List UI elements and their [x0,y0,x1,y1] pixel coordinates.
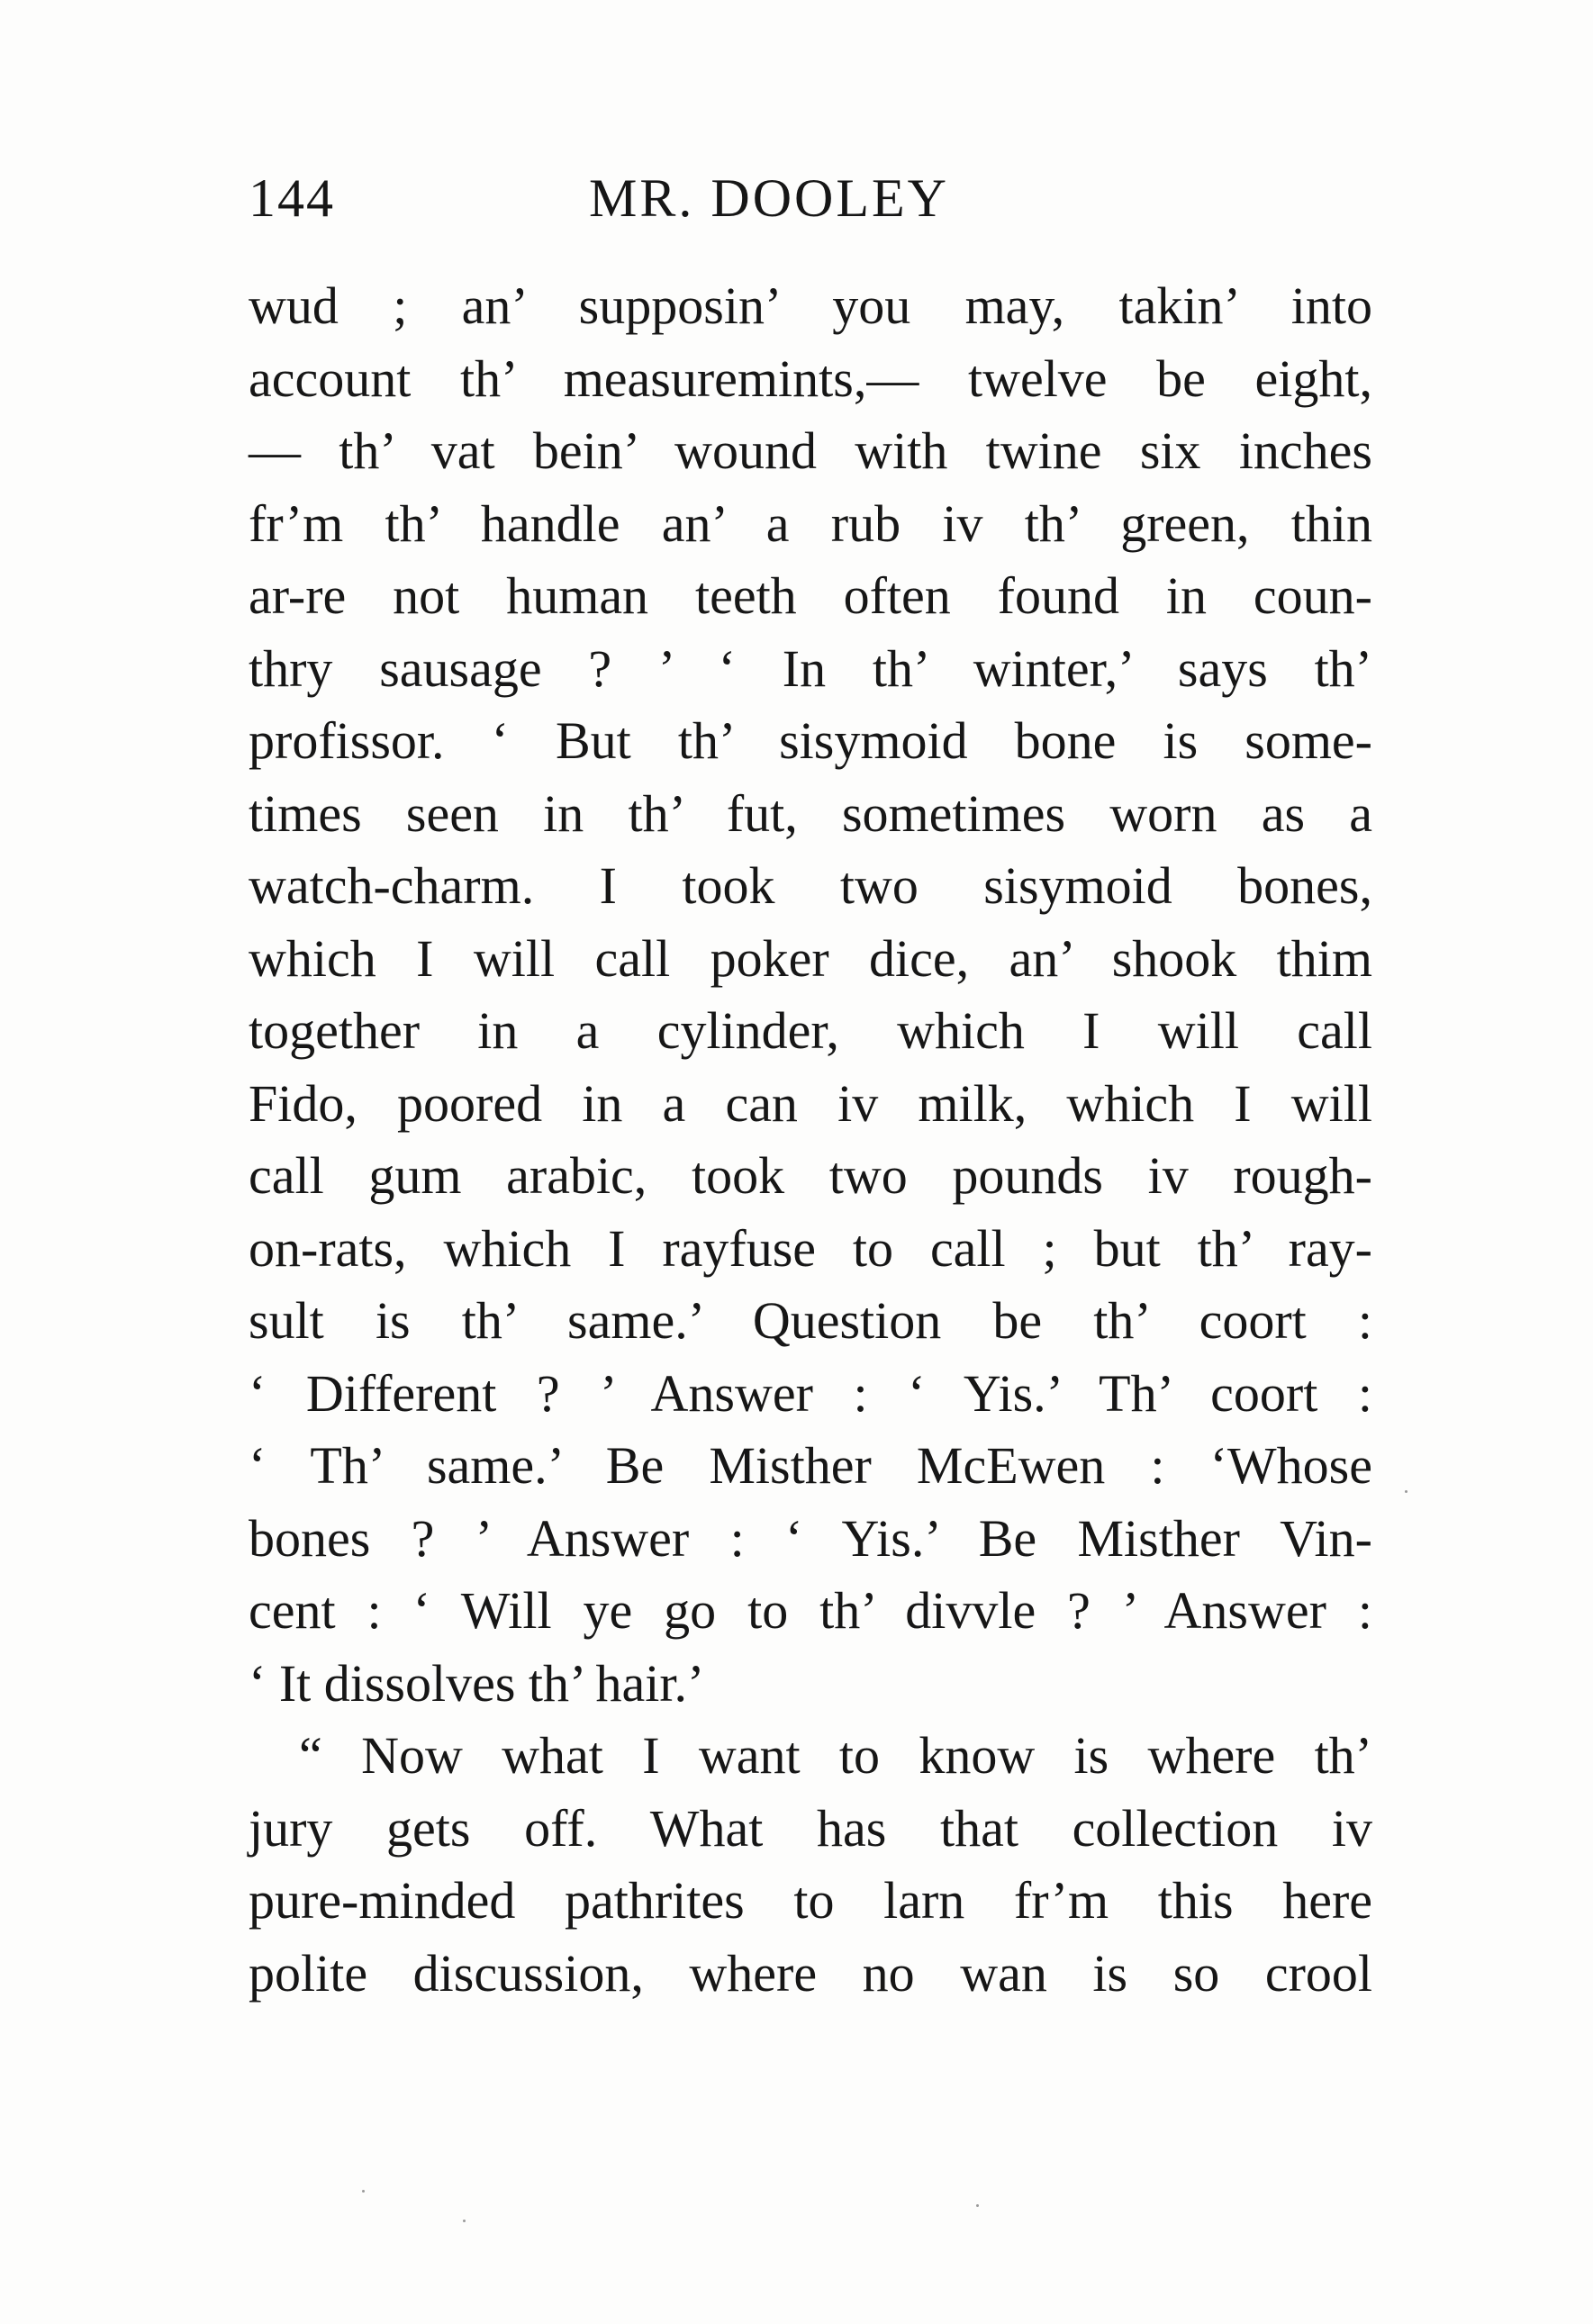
text-line: cent : ‘ Will ye go to th’ divvle ? ’ Answer : [249,1581,1372,1640]
print-speck [1405,1490,1407,1493]
text-line: call gum arabic, took two pounds iv rough- [249,1146,1372,1205]
print-speck [362,2190,365,2193]
text-line: ‘ Different ? ’ Answer : ‘ Yis.’ Th’ coort : [249,1363,1372,1423]
text-line: fr’m th’ handle an’ a rub iv th’ green, thin [249,493,1372,553]
text-line: polite discussion, where no wan is so crool [249,1943,1372,2003]
text-line: wud ; an’ supposin’ you may, takin’ into [249,276,1372,335]
text-line: bones ? ’ Answer : ‘ Yis.’ Be Misther Vin- [249,1508,1372,1568]
text-line: ‘ It dissolves th’ hair.’ [249,1653,705,1713]
body-text [249,270,1372,2010]
page-number: 144 [249,168,335,228]
text-line: thry sausage ? ’ ‘ In th’ winter,’ says th’ [249,638,1372,698]
text-line: times seen in th’ fut, sometimes worn as a [249,783,1372,843]
text-line: profissor. ‘ But th’ sisymoid bone is some- [249,711,1372,770]
text-line: ‘ Th’ same.’ Be Misther McEwen : ‘Whose [249,1436,1372,1495]
text-line: pure-minded pathrites to larn fr’m this here [249,1871,1372,1930]
paragraph-2 [249,1720,1372,2010]
text-line: on-rats, which I rayfuse to call ; but th’ ray- [249,1218,1372,1278]
text-line: “ Now what I want to know is where th’ [299,1726,1372,1785]
print-speck [463,2220,466,2222]
text-line: account th’ measuremints,— twelve be eight, [249,348,1372,408]
text-line: which I will call poker dice, an’ shook thim [249,928,1372,988]
running-head [249,162,1374,234]
print-speck [976,2204,979,2207]
text-line: together in a cylinder, which I will call [249,1001,1372,1060]
text-line: watch-charm. I took two sisymoid bones, [249,856,1372,915]
text-line: — th’ vat bein’ wound with twine six inches [249,421,1372,480]
text-line: ar-re not human teeth often found in coun- [249,566,1372,625]
running-title: MR. DOOLEY [589,168,949,228]
text-line: Fido, poored in a can iv milk, which I will [249,1073,1372,1133]
text-line: jury gets off. What has that collection iv [249,1798,1372,1858]
text-line: sult is th’ same.’ Question be th’ coort : [249,1291,1372,1350]
paragraph-1 [249,270,1372,1720]
